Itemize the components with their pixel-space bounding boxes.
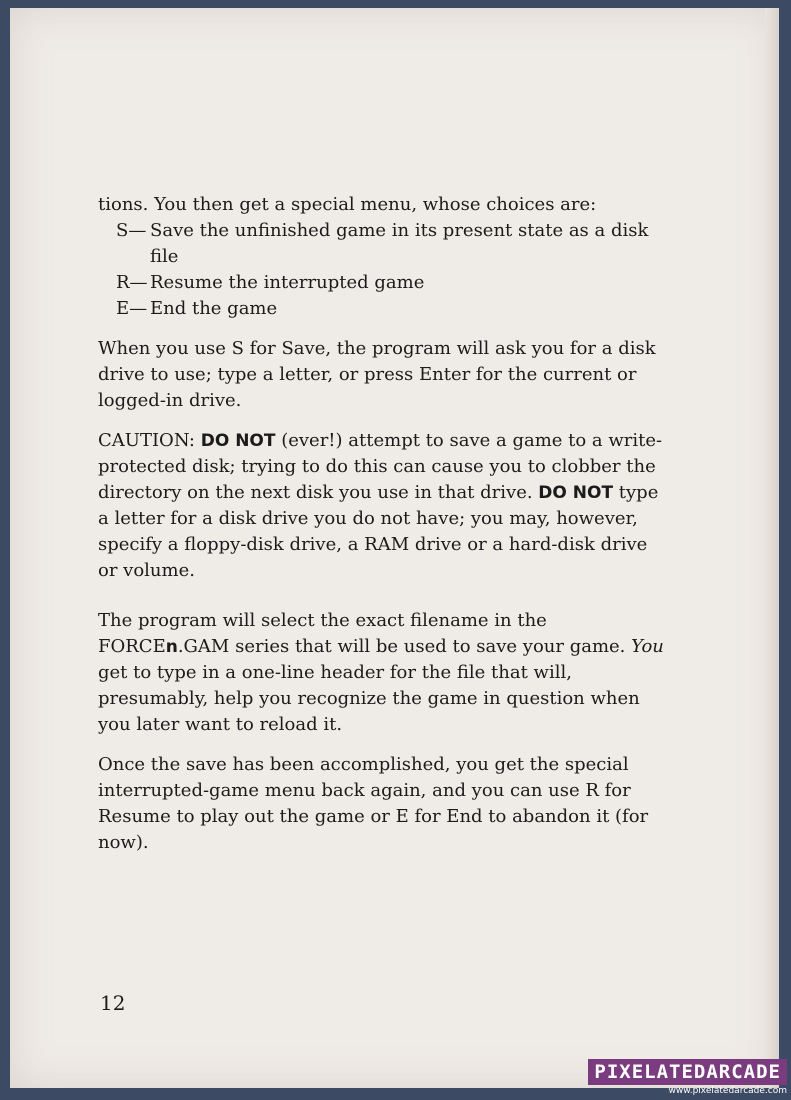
filename-c: .GAM series that will be used to save your game.: [177, 636, 632, 657]
filename-n: n: [165, 637, 178, 657]
menu-key: S—: [116, 220, 147, 241]
paragraph-filename: [98, 608, 668, 738]
caution-do-not-1: DO NOT: [200, 431, 276, 451]
manual-page: [10, 8, 779, 1088]
watermark: [588, 1059, 787, 1096]
page-spine: [765, 8, 779, 1088]
caution-tail: type a letter for a disk drive you do not have; you may, however, specify a floppy-disk drive, a RAM drive or a hard-disk drive or volume.: [98, 482, 659, 581]
watermark-url: www.pixelatedarcade.com: [668, 1086, 787, 1096]
menu-text: Resume the interrupted game: [150, 272, 425, 293]
paragraph-intro: tions. You then get a special menu, whose choices are:: [98, 194, 597, 215]
caution-paragraph: [98, 428, 668, 584]
page-number: 12: [100, 991, 126, 1015]
menu-text: End the game: [150, 298, 278, 319]
interrupt-menu-list: [116, 218, 668, 322]
caution-lead: CAUTION:: [98, 430, 201, 451]
filename-e: get to type in a one-line header for the file that will, presumably, help you recognize the game in question when you later want to reload it.: [98, 662, 640, 735]
menu-key: R—: [116, 272, 148, 293]
paragraph-after-save: Once the save has been accomplished, you get the special interrupted-game menu back again, and you can use R for Resume to play out the game or E for End to abandon it (for now).: [98, 754, 649, 853]
menu-item-end: [116, 296, 668, 322]
menu-key: E—: [116, 298, 148, 319]
body-text: [98, 192, 668, 856]
menu-item-save: [116, 218, 668, 270]
caution-do-not-2: DO NOT: [538, 483, 614, 503]
caution-mid: (ever!) attempt to save a game to a write-protected disk; trying to do this can cause you to clobber the directory on the next disk you use in that drive.: [98, 430, 663, 503]
menu-item-resume: [116, 270, 668, 296]
menu-text: Save the unfinished game in its present state as a disk file: [150, 220, 649, 267]
filename-you: You: [631, 636, 664, 657]
watermark-brand: PIXELATEDARCADE: [588, 1059, 787, 1085]
paragraph-save-drive: When you use S for Save, the program will ask you for a disk drive to use; type a letter, or press Enter for the current or logged-in drive.: [98, 338, 656, 411]
filename-a: The program will select the exact filename in the FORCE: [98, 610, 547, 657]
